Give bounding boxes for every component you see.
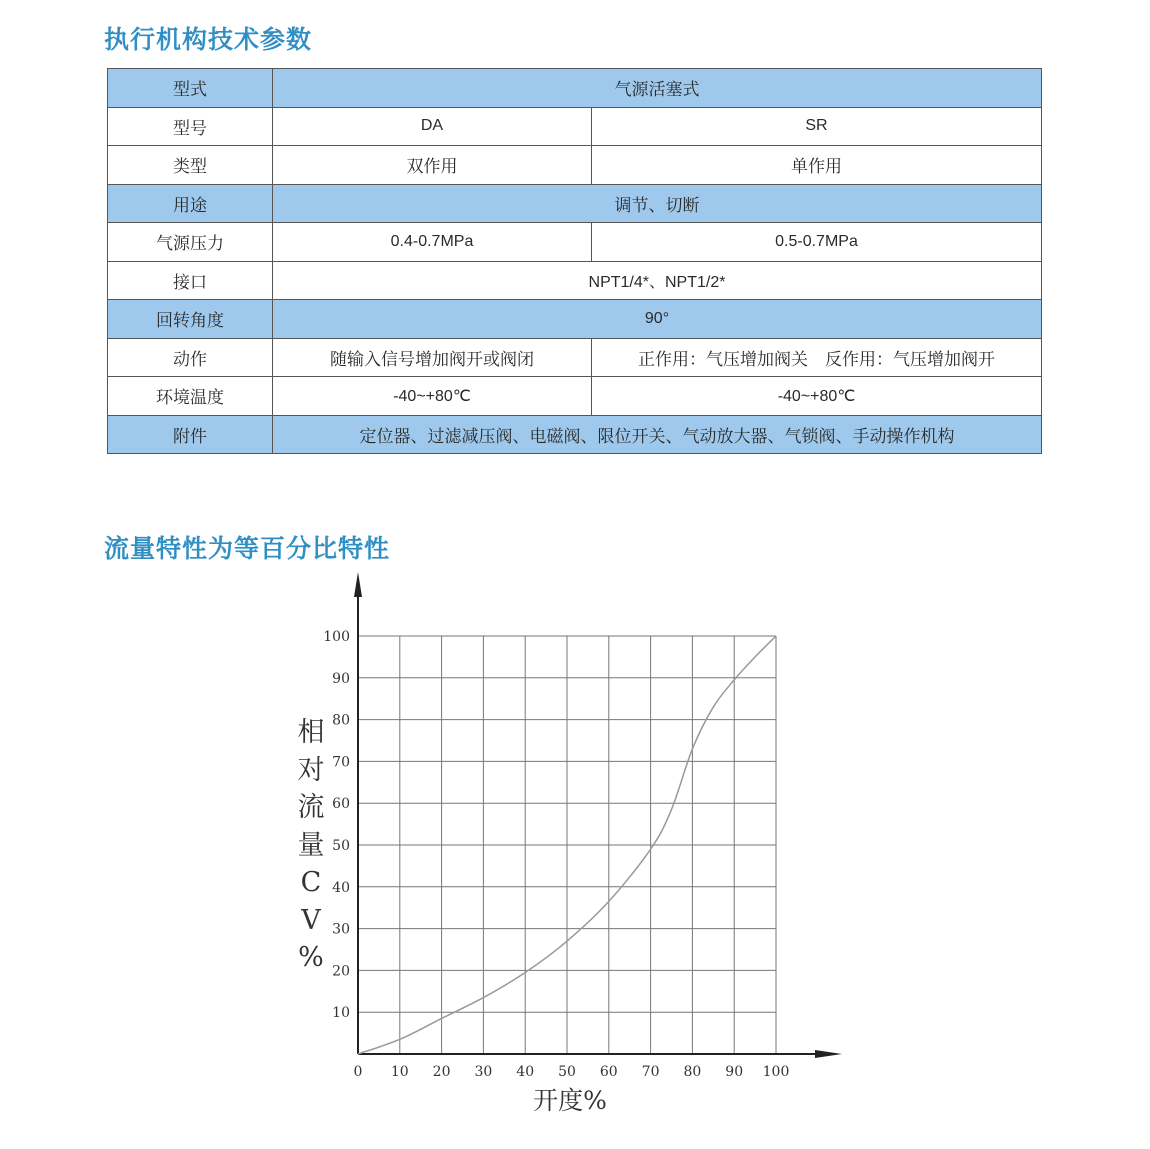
y-tick-label: 100	[323, 629, 350, 645]
x-axis-arrow-icon	[815, 1050, 842, 1058]
row-label: 类型	[108, 146, 273, 185]
row-label: 附件	[108, 415, 273, 454]
x-tick-label: 20	[432, 1064, 451, 1080]
cell-sr: 正作用：气压增加阀关 反作用：气压增加阀开	[592, 338, 1042, 377]
cell-da: DA	[273, 107, 592, 146]
y-tick-label: 70	[332, 754, 350, 771]
cell-da: 双作用	[273, 146, 592, 185]
x-tick-label: 100	[762, 1064, 790, 1080]
y-axis-title-char: 流	[297, 792, 325, 823]
x-tick-label: 10	[390, 1064, 409, 1080]
x-tick-label: 50	[558, 1064, 576, 1080]
section-title-flow-characteristic: 流量特性为等百分比特性	[104, 534, 391, 563]
cell-sr: 0.5-0.7MPa	[592, 223, 1042, 262]
row-label: 型号	[108, 107, 273, 146]
y-axis-title-char: C	[300, 867, 322, 898]
row-label: 动作	[108, 338, 273, 377]
cell-sr: 单作用	[592, 146, 1042, 185]
y-tick-label: 30	[332, 921, 350, 938]
y-axis-title-char: 相	[297, 717, 325, 748]
row-label: 气源压力	[108, 223, 273, 262]
row-label: 回转角度	[108, 300, 273, 339]
row-label: 接口	[108, 261, 273, 300]
cell-sr: -40~+80℃	[592, 377, 1042, 416]
y-tick-label: 10	[332, 1005, 350, 1022]
y-axis-arrow-icon	[354, 572, 362, 597]
y-axis-title-char: %	[298, 942, 324, 973]
cell-da: 0.4-0.7MPa	[273, 223, 592, 262]
cell-sr: SR	[592, 107, 1042, 146]
row-label: 环境温度	[108, 377, 273, 416]
x-axis-title: 开度%	[533, 1086, 607, 1115]
section-title-actuator-specs: 执行机构技术参数	[104, 25, 313, 54]
x-tick-label: 90	[725, 1064, 744, 1080]
cell-da: -40~+80℃	[273, 377, 592, 416]
y-axis-title-char: V	[301, 904, 321, 936]
y-tick-label: 90	[332, 670, 350, 687]
y-tick-label: 80	[332, 712, 350, 729]
y-tick-label: 40	[332, 879, 350, 896]
x-tick-label: 40	[516, 1064, 535, 1080]
x-tick-label: 80	[683, 1064, 702, 1080]
y-tick-label: 60	[332, 796, 350, 813]
y-tick-label: 50	[332, 838, 350, 854]
row-value: 90°	[273, 300, 1042, 339]
row-label: 用途	[108, 184, 273, 223]
row-label: 型式	[108, 69, 273, 108]
row-value: 定位器、过滤减压阀、电磁阀、限位开关、气动放大器、气锁阀、手动操作机构	[273, 415, 1042, 454]
row-value: 调节、切断	[273, 184, 1042, 223]
y-axis-title-char: 量	[297, 829, 325, 861]
x-tick-label: 0	[353, 1064, 363, 1080]
y-axis-title	[296, 714, 326, 977]
x-tick-label: 30	[474, 1064, 493, 1080]
row-value: 气源活塞式	[273, 69, 1042, 108]
x-tick-label: 60	[599, 1064, 618, 1080]
y-axis-title-char: 对	[297, 754, 325, 786]
row-value: NPT1/4*、NPT1/2*	[273, 261, 1042, 300]
cell-da: 随输入信号增加阀开或阀闭	[273, 338, 592, 377]
y-tick-label: 20	[332, 963, 350, 980]
x-tick-label: 70	[641, 1064, 660, 1080]
